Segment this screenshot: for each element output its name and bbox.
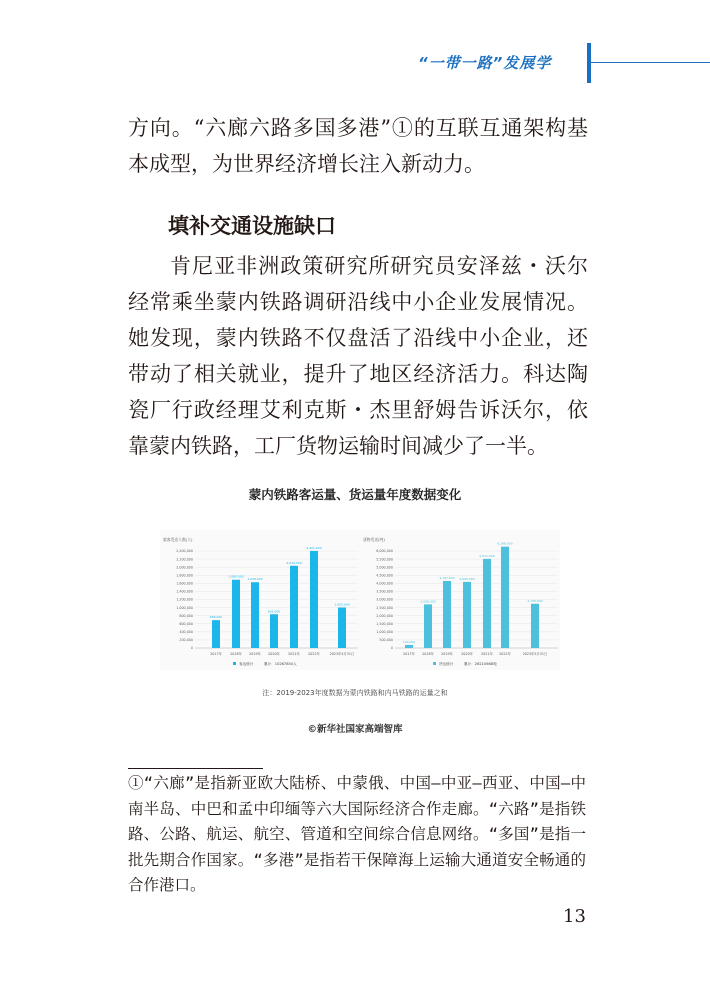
legend-swatch [433, 662, 436, 665]
bar [251, 582, 259, 648]
legend-total: 累计：10267854人 [264, 662, 297, 666]
page-number: 13 [563, 906, 586, 927]
bar-value-label: 1,002,000 [334, 602, 350, 607]
y-axis-label: 货物发送(吨) [363, 537, 385, 542]
legend-label: 货运统计 [439, 662, 454, 666]
y-tick-label: 1,200,000 [176, 597, 193, 602]
x-tick-label: 2018年 [422, 652, 434, 656]
bar [483, 559, 491, 648]
y-tick-label: 1,400,000 [176, 589, 193, 594]
bar-value-label: 4,147,000 [439, 575, 455, 580]
bar [424, 604, 432, 648]
section-heading: 填补交通设施缺口 [168, 214, 336, 238]
y-tick-label: 400,000 [179, 630, 193, 635]
body-paragraph-1: 方向。“六廊六路多国多港”①的互联互通架构基本成型，为世界经济增长注入新动力。 [128, 116, 588, 176]
y-tick-label: 200,000 [179, 638, 193, 643]
y-tick-label: 4,500,000 [376, 573, 393, 578]
y-tick-label: 1,600,000 [176, 581, 193, 586]
y-tick-label: 2,500,000 [376, 605, 393, 610]
figure-title: 蒙内铁路客运量、货运量年度数据变化 [248, 487, 462, 502]
bar-value-label: 5,511,000 [479, 553, 495, 558]
y-tick-label: 600,000 [179, 621, 193, 626]
header-accent-bar [587, 43, 591, 83]
y-tick-label: 1,000,000 [376, 630, 393, 635]
y-tick-label: 1,500,000 [376, 621, 393, 626]
y-tick-label: 4,000,000 [376, 581, 393, 586]
y-tick-label: 0 [190, 646, 193, 651]
x-tick-label: 2017年 [403, 652, 415, 656]
freight-chart [360, 530, 560, 670]
running-header-title: “一带一路”发展学 [418, 54, 552, 72]
x-tick-label: 2020年 [268, 652, 280, 656]
y-tick-label: 3,000,000 [376, 597, 393, 602]
y-tick-label: 2,000,000 [376, 613, 393, 618]
y-tick-label: 3,500,000 [376, 589, 393, 594]
y-tick-label: 800,000 [179, 613, 193, 618]
y-tick-label: 6,000,000 [376, 549, 393, 554]
y-tick-label: 1,800,000 [176, 573, 193, 578]
bar-value-label: 190,000 [402, 639, 416, 644]
bar [290, 566, 298, 648]
bar [405, 645, 413, 648]
x-tick-label: 2021年 [481, 652, 493, 656]
y-axis-label: 旅客发送人数(人) [163, 537, 193, 542]
y-tick-label: 5,000,000 [376, 565, 393, 570]
bar-value-label: 6,268,000 [497, 541, 513, 546]
x-tick-label: 2022年 [499, 652, 511, 656]
x-tick-label: 2017年 [210, 652, 222, 656]
bar-value-label: 689,000 [209, 615, 223, 620]
x-tick-label: 2020年 [461, 652, 473, 656]
y-tick-label: 1,000,000 [176, 605, 193, 610]
figure-note: 注：2019-2023年度数据为蒙内铁路和内马铁路的运量之和 [262, 689, 448, 697]
bar [232, 580, 240, 648]
x-tick-label: 2019年 [249, 652, 261, 656]
bar [443, 581, 451, 648]
bar [338, 608, 346, 648]
bar-value-label: 2,401,000 [306, 545, 322, 550]
body-paragraph-2: 肯尼亚非洲政策研究所研究员安泽兹・沃尔经常乘坐蒙内铁路调研沿线中小企业发展情况。她发现，蒙内铁路不仅盘活了沿线中小企业，还带动了相关就业，提升了地区经济活力。科达陶瓷厂行政经理艾利克斯・杰里舒姆告诉沃尔，依靠蒙内铁路，工厂货物运输时间减少了一半。 [128, 254, 588, 458]
figure-credit: ©新华社国家高端智库 [307, 724, 403, 735]
legend-swatch [233, 662, 236, 665]
header-rule [591, 62, 710, 63]
x-tick-label: 2021年 [288, 652, 300, 656]
bar-value-label: 1,628,000 [247, 577, 263, 582]
y-tick-label: 2,400,000 [176, 549, 193, 554]
bar-value-label: 2,034,000 [286, 560, 302, 565]
bar-value-label: 2,696,000 [420, 599, 436, 604]
y-tick-label: 2,200,000 [176, 557, 193, 562]
y-tick-label: 0 [390, 646, 393, 651]
bar [310, 551, 318, 648]
bar [270, 614, 278, 648]
y-tick-label: 2,000,000 [176, 565, 193, 570]
passenger-chart [160, 530, 360, 670]
bar [501, 547, 509, 648]
bar-value-label: 2,736,000 [527, 598, 543, 603]
footnote-rule [128, 768, 263, 769]
x-tick-label: 2023年5月31日 [329, 652, 355, 656]
legend-label: 客运统计 [239, 662, 254, 666]
x-tick-label: 2019年 [441, 652, 453, 656]
bar-value-label: 1,689,000 [228, 574, 244, 579]
bar [531, 604, 539, 648]
bar-value-label: 4,090,000 [459, 576, 475, 581]
bar [212, 620, 220, 648]
bar-value-label: 835,000 [267, 609, 281, 614]
y-tick-label: 500,000 [379, 638, 393, 643]
footnote: ①“六廊”是指新亚欧大陆桥、中蒙俄、中国—中亚—西亚、中国—中南半岛、中巴和孟中印缅等六大国际经济合作走廊。“六路”是指铁路、公路、航运、航空、管道和空间综合信息网络。“多国”是指一批先期合作国家。“多港”是指若干保障海上运输大通道安全畅通的合作港口。 [128, 774, 586, 894]
y-tick-label: 5,500,000 [376, 557, 393, 562]
legend-total: 累计：26210668吨 [464, 662, 497, 666]
x-tick-label: 2023年5月31日 [522, 652, 548, 656]
bar [463, 582, 471, 648]
x-tick-label: 2022年 [308, 652, 320, 656]
x-tick-label: 2018年 [230, 652, 242, 656]
